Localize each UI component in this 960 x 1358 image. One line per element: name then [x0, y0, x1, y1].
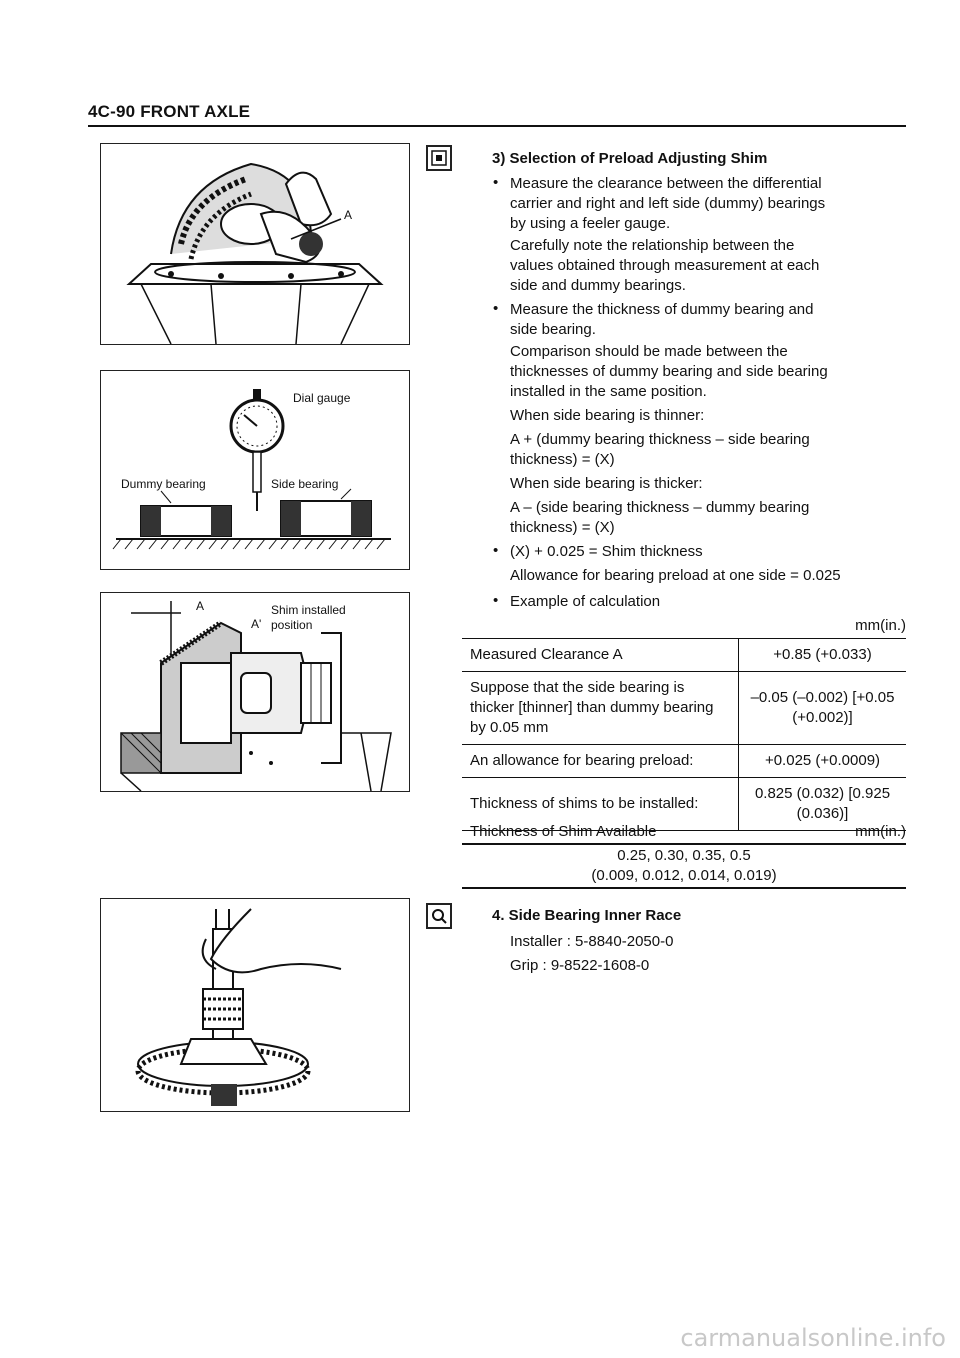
- page-title: 4C-90 FRONT AXLE: [88, 102, 251, 121]
- formula-thinner: A + (dummy bearing thickness – side bearing thickness) = (X): [510, 431, 810, 468]
- section-3-title: 3) Selection of Preload Adjusting Shim: [492, 150, 768, 167]
- shim-table-bottom-rule: [462, 887, 906, 889]
- figure-feeler-gauge: [100, 143, 410, 345]
- formula-thicker: A – (side bearing thickness – dummy bearing thickness) = (X): [510, 499, 810, 536]
- installer-part-number: Installer : 5-8840-2050-0: [510, 933, 674, 950]
- label-shim-position: position: [271, 618, 313, 632]
- label-a-prime: A': [251, 617, 262, 631]
- table-row: Thickness of shims to be installed: 0.825 (0.032) [0.925 (0.036)]: [462, 778, 906, 831]
- feeler-gauge-illustration: [101, 144, 409, 344]
- installer-illustration: [101, 899, 409, 1111]
- tool-icon: [426, 145, 452, 171]
- label-dial-gauge: Dial gauge: [293, 391, 351, 405]
- shim-available-unit: mm(in.): [855, 823, 906, 840]
- paragraph-thicker: When side bearing is thicker:: [510, 475, 703, 492]
- label-dummy-bearing: Dummy bearing: [121, 477, 206, 491]
- figure-shim-position: [100, 592, 410, 792]
- watermark: carmanualsonline.info: [680, 1324, 946, 1352]
- dial-gauge-illustration: [101, 371, 409, 569]
- table-row: Measured Clearance A +0.85 (+0.033): [462, 639, 906, 672]
- figure-installer: [100, 898, 410, 1112]
- bullet-dot: •: [493, 592, 499, 609]
- tool-icon: [426, 903, 452, 929]
- shim-available-title: Thickness of Shim Available: [470, 823, 657, 840]
- calculation-table: [462, 638, 906, 831]
- bullet-dot: •: [493, 542, 499, 559]
- grip-part-number: Grip : 9-8522-1608-0: [510, 957, 650, 974]
- label-shim-installed: Shim installed: [271, 603, 346, 617]
- bullet-3-text: (X) + 0.025 = Shim thickness: [510, 543, 703, 560]
- label-a: A: [344, 208, 353, 222]
- bullet-1-text: Measure the clearance between the differential carrier and right and left side (dummy) bearings by using a feeler gauge.: [510, 175, 826, 232]
- bullet-dot: •: [493, 174, 499, 191]
- figure-dial-gauge: [100, 370, 410, 570]
- paragraph-allowance: Allowance for bearing preload at one side = 0.025: [510, 567, 841, 584]
- table-row: An allowance for bearing preload: +0.025 (+0.0009): [462, 745, 906, 778]
- table-unit: mm(in.): [855, 617, 906, 634]
- table-row: Suppose that the side bearing is thicker [thinner] than dummy bearing by 0.05 mm –0.05 (–0.002) [+0.05 (+0.002)]: [462, 672, 906, 745]
- shim-table-top-rule: [462, 843, 906, 845]
- wrench-icon: [430, 149, 448, 167]
- paragraph-comparison: Comparison should be made between the thicknesses of dummy bearing and side bearing installed in the same position.: [510, 343, 828, 400]
- shim-values: 0.25, 0.30, 0.35, 0.5 (0.009, 0.012, 0.014, 0.019): [591, 847, 777, 884]
- paragraph-note: Carefully note the relationship between the values obtained through measurement at each side and dummy bearings.: [510, 237, 820, 294]
- bullet-2-text: Measure the thickness of dummy bearing and side bearing.: [510, 301, 814, 338]
- magnifier-icon: [430, 907, 448, 925]
- bullet-4-text: Example of calculation: [510, 593, 661, 610]
- label-a: A: [196, 599, 205, 613]
- bullet-dot: •: [493, 300, 499, 317]
- label-side-bearing: Side bearing: [271, 477, 339, 491]
- paragraph-thinner: When side bearing is thinner:: [510, 407, 705, 424]
- section-4-title: 4. Side Bearing Inner Race: [492, 907, 682, 924]
- header-rule: [88, 125, 906, 127]
